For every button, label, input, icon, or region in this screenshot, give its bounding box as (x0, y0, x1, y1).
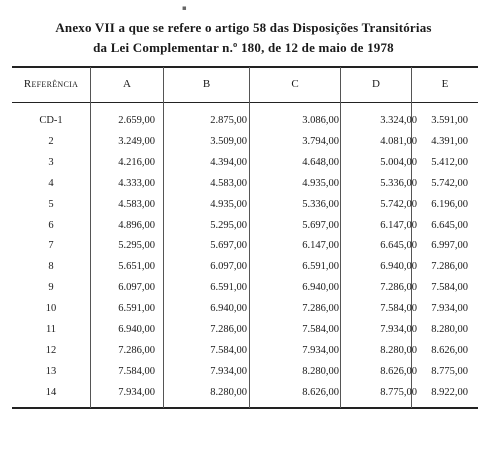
cell-c: 5.336,00 (302, 199, 339, 210)
cell-e: 7.934,00 (431, 303, 468, 314)
cell-referencia: 12 (45, 345, 57, 356)
cell-b: 4.583,00 (210, 178, 247, 189)
table-row (0, 199, 487, 217)
cell-e: 8.280,00 (431, 324, 468, 335)
cell-referencia: 4 (48, 178, 54, 189)
cell-d: 7.934,00 (380, 324, 417, 335)
cell-b: 6.940,00 (210, 303, 247, 314)
cell-referencia: 5 (48, 199, 54, 210)
table-row (0, 324, 487, 342)
header-a: A (123, 78, 131, 90)
cell-a: 5.295,00 (118, 240, 155, 251)
cell-c: 8.626,00 (302, 387, 339, 398)
cell-a: 3.249,00 (118, 136, 155, 147)
cell-b: 5.295,00 (210, 220, 247, 231)
cell-c: 3.794,00 (302, 136, 339, 147)
cell-referencia: 8 (48, 261, 54, 272)
cell-b: 7.934,00 (210, 366, 247, 377)
cell-referencia: 2 (48, 136, 54, 147)
cell-d: 5.742,00 (380, 199, 417, 210)
table-row (0, 345, 487, 363)
cell-c: 7.286,00 (302, 303, 339, 314)
cell-d: 5.336,00 (380, 178, 417, 189)
cell-d: 3.324,00 (380, 115, 417, 126)
cell-b: 6.591,00 (210, 282, 247, 293)
cell-d: 7.286,00 (380, 282, 417, 293)
print-speck: ▪ (182, 4, 187, 12)
cell-a: 4.333,00 (118, 178, 155, 189)
document-title-line-2: da Lei Complementar n.º 180, de 12 de maio de 1978 (93, 40, 394, 55)
cell-b: 7.584,00 (210, 345, 247, 356)
cell-referencia: 10 (45, 303, 57, 314)
cell-a: 6.940,00 (118, 324, 155, 335)
cell-e: 5.742,00 (431, 178, 468, 189)
cell-a: 5.651,00 (118, 261, 155, 272)
cell-referencia: 11 (45, 324, 57, 335)
cell-d: 8.626,00 (380, 366, 417, 377)
cell-e: 6.997,00 (431, 240, 468, 251)
cell-referencia: 7 (48, 240, 54, 251)
cell-b: 5.697,00 (210, 240, 247, 251)
cell-d: 5.004,00 (380, 157, 417, 168)
cell-a: 7.584,00 (118, 366, 155, 377)
table-row (0, 115, 487, 133)
cell-a: 4.896,00 (118, 220, 155, 231)
cell-b: 3.509,00 (210, 136, 247, 147)
cell-e: 4.391,00 (431, 136, 468, 147)
cell-b: 2.875,00 (210, 115, 247, 126)
cell-c: 6.940,00 (302, 282, 339, 293)
cell-referencia: CD-1 (39, 115, 63, 126)
cell-referencia: 13 (45, 366, 57, 377)
cell-d: 6.147,00 (380, 220, 417, 231)
cell-a: 2.659,00 (118, 115, 155, 126)
table-row (0, 220, 487, 238)
cell-a: 6.097,00 (118, 282, 155, 293)
table-row (0, 303, 487, 321)
cell-b: 6.097,00 (210, 261, 247, 272)
cell-b: 8.280,00 (210, 387, 247, 398)
cell-d: 6.645,00 (380, 240, 417, 251)
cell-referencia: 9 (48, 282, 54, 293)
cell-referencia: 6 (48, 220, 54, 231)
table-header-rule (12, 102, 478, 103)
table-row (0, 136, 487, 154)
table-row (0, 282, 487, 300)
cell-e: 7.286,00 (431, 261, 468, 272)
cell-c: 8.280,00 (302, 366, 339, 377)
cell-c: 4.935,00 (302, 178, 339, 189)
table-row (0, 178, 487, 196)
cell-e: 3.591,00 (431, 115, 468, 126)
cell-e: 6.196,00 (431, 199, 468, 210)
cell-c: 3.086,00 (302, 115, 339, 126)
table-row (0, 387, 487, 405)
cell-c: 7.934,00 (302, 345, 339, 356)
cell-d: 8.775,00 (380, 387, 417, 398)
header-e: E (441, 78, 449, 90)
table-row (0, 261, 487, 279)
cell-a: 7.286,00 (118, 345, 155, 356)
table-row (0, 240, 487, 258)
header-c: C (291, 78, 299, 90)
cell-b: 4.394,00 (210, 157, 247, 168)
cell-c: 6.147,00 (302, 240, 339, 251)
table-row (0, 366, 487, 384)
cell-b: 7.286,00 (210, 324, 247, 335)
cell-referencia: 14 (45, 387, 57, 398)
cell-d: 6.940,00 (380, 261, 417, 272)
cell-c: 7.584,00 (302, 324, 339, 335)
cell-e: 8.775,00 (431, 366, 468, 377)
header-d: D (372, 78, 380, 90)
table-top-rule (12, 66, 478, 68)
cell-c: 6.591,00 (302, 261, 339, 272)
table-row (0, 157, 487, 175)
table-bottom-rule (12, 407, 478, 409)
cell-c: 5.697,00 (302, 220, 339, 231)
cell-c: 4.648,00 (302, 157, 339, 168)
cell-b: 4.935,00 (210, 199, 247, 210)
document-title-line-1: Anexo VII a que se refere o artigo 58 das Disposições Transitórias (55, 20, 432, 35)
cell-a: 4.583,00 (118, 199, 155, 210)
cell-d: 8.280,00 (380, 345, 417, 356)
cell-e: 5.412,00 (431, 157, 468, 168)
header-referencia: Referência (23, 78, 79, 90)
cell-e: 7.584,00 (431, 282, 468, 293)
cell-e: 6.645,00 (431, 220, 468, 231)
cell-e: 8.922,00 (431, 387, 468, 398)
cell-a: 4.216,00 (118, 157, 155, 168)
cell-a: 6.591,00 (118, 303, 155, 314)
cell-a: 7.934,00 (118, 387, 155, 398)
cell-e: 8.626,00 (431, 345, 468, 356)
cell-d: 7.584,00 (380, 303, 417, 314)
header-b: B (202, 78, 211, 90)
cell-referencia: 3 (48, 157, 54, 168)
cell-d: 4.081,00 (380, 136, 417, 147)
